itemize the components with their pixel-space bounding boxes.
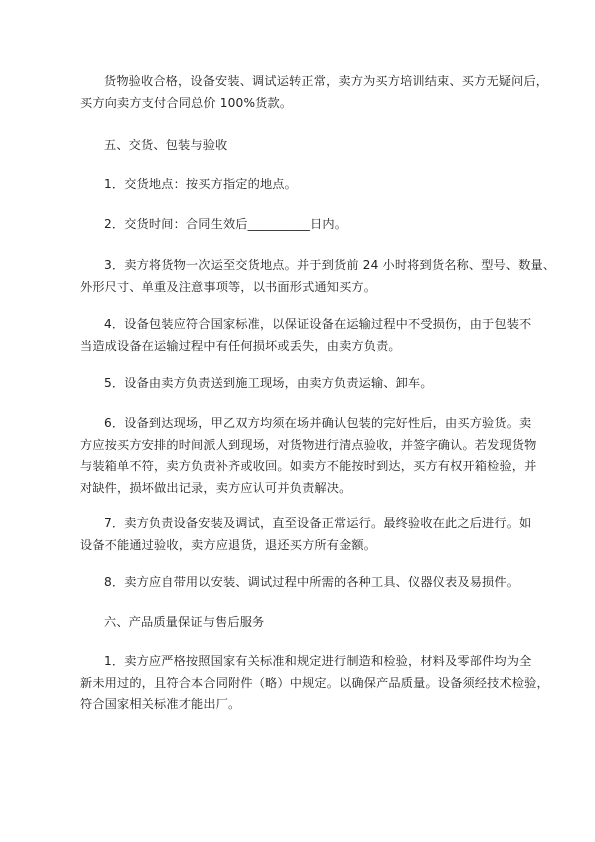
- text-line: 外形尺寸、单重及注意事项等，以书面形式通知买方。: [80, 279, 377, 294]
- text-line: 1．卖方应严格按照国家有关标准和规定进行制造和检验，材料及零部件均为全: [104, 654, 532, 668]
- section-heading: 六、产品质量保证与售后服务: [104, 615, 265, 629]
- text-line: 当造成设备在运输过程中有任何损坏或丢失，由卖方负责。: [80, 338, 401, 353]
- text-line: 对缺件，损坏做出记录，卖方应认可并负责解决。: [80, 480, 352, 495]
- text-line: 方应按买方安排的时间派人到现场，对货物进行清点验收，并签字确认。若发现货物: [80, 437, 537, 452]
- section-heading: 五、交货、包装与验收: [104, 138, 228, 152]
- paragraph-item-5-2: [80, 214, 540, 236]
- paragraph-item-5-5: [80, 373, 540, 395]
- text-line: 符合国家相关标准才能出厂。: [80, 697, 241, 711]
- text-line: 货物验收合格，设备安装、调试运转正常，卖方为买方培训结束、买方无疑问后，: [104, 74, 549, 88]
- text-line: 1．交货地点：按买方指定的地点。: [104, 177, 297, 191]
- paragraph-item-5-1: [80, 174, 540, 196]
- paragraph-item-5-6: [80, 413, 540, 499]
- paragraph-item-5-4: [80, 314, 540, 357]
- text-line: 2．交货时间：合同生效后__________日内。: [104, 217, 348, 231]
- text-line: 4．设备包装应符合国家标准，以保证设备在运输过程中不受损伤，由于包装不: [104, 317, 532, 331]
- paragraph-item-5-8: [80, 572, 540, 594]
- paragraph-item-6-1: [80, 651, 549, 716]
- text-line: 8．卖方应自带用以安装、调试过程中所需的各种工具、仪器仪表及易损件。: [104, 575, 520, 589]
- section-heading-delivery: [80, 135, 540, 157]
- text-line: 与装箱单不符，卖方负责补齐或收回。如卖方不能按时到达，买方有权开箱检验，并: [80, 459, 537, 473]
- text-line: 6．设备到达现场，甲乙双方均须在场并确认包装的完好性后，由买方验货。卖: [104, 416, 532, 430]
- paragraph-item-5-7: [80, 513, 540, 556]
- text-line: 7．卖方负责设备安装及调试，直至设备正常运行。最终验收在此之后进行。如: [104, 516, 532, 530]
- paragraph-item-5-3: [80, 255, 556, 298]
- text-line: 买方向卖方支付合同总价 100%货款。: [80, 95, 293, 110]
- text-line: 新未用过的，且符合本合同附件（略）中规定。以确保产品质量。设备须经技术检验，: [80, 675, 549, 690]
- text-line: 5．设备由卖方负责送到施工现场，由卖方负责运输、卸车。: [104, 376, 433, 390]
- text-line: 3．卖方将货物一次运至交货地点。并于到货前 24 小时将到货名称、型号、数量、: [104, 258, 556, 272]
- text-line: 设备不能通过验收，卖方应退货，退还买方所有金额。: [80, 537, 377, 552]
- section-heading-quality: [80, 612, 540, 634]
- paragraph-acceptance-payment: [80, 71, 549, 114]
